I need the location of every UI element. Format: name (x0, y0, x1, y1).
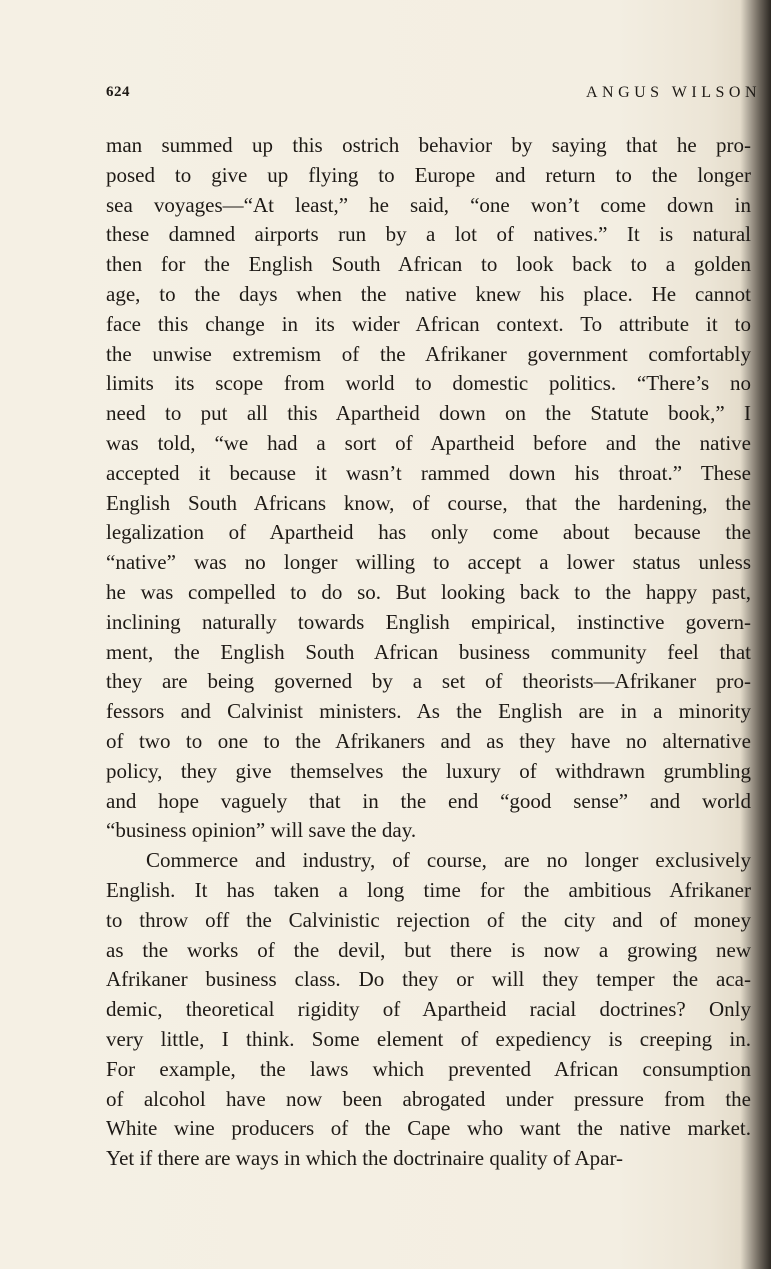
text-line: then for the English South African to look back to a golden (106, 252, 751, 277)
text-line: “business opinion” will save the day. (106, 818, 417, 843)
text-line: he was compelled to do so. But looking back to the happy past, (106, 579, 751, 604)
text-line: man summed up this ostrich behavior by saying that he pro- (106, 133, 751, 157)
running-head (106, 84, 761, 108)
text-line: ment, the English South African business community feel that (106, 639, 751, 664)
text-line: For example, the laws which prevented African consumption (106, 1056, 751, 1081)
page-number: 624 (106, 84, 130, 100)
text-line: was told, “we had a sort of Apartheid before and the native (106, 430, 751, 455)
text-line: of alcohol have now been abrogated under pressure from the (106, 1086, 751, 1111)
text-line: limits its scope from world to domestic politics. “There’s no (106, 371, 751, 396)
text-line: legalization of Apartheid has only come about because the (106, 520, 751, 545)
text-line: fessors and Calvinist ministers. As the English are in a minority (106, 699, 751, 724)
text-line: policy, they give themselves the luxury of withdrawn grumbling (106, 758, 751, 783)
text-line: and hope vaguely that in the end “good sense” and world (106, 788, 751, 813)
text-line: Afrikaner business class. Do they or will they temper the aca- (106, 967, 751, 992)
text-line: Commerce and industry, of course, are no longer exclusively (146, 848, 751, 873)
text-line: sea voyages—“At least,” he said, “one won’t come down in (106, 192, 751, 217)
text-line: the unwise extremism of the Afrikaner government comfortably (106, 341, 751, 366)
text-line: they are being governed by a set of theorists—Afrikaner pro- (106, 669, 751, 694)
text-line: inclining naturally towards English empirical, instinctive govern- (106, 609, 751, 634)
text-line: posed to give up flying to Europe and return to the longer (106, 162, 751, 187)
text-line: these damned airports run by a lot of natives.” It is natural (106, 222, 751, 247)
text-line: English. It has taken a long time for the ambitious Afrikaner (106, 877, 751, 902)
text-line: demic, theoretical rigidity of Apartheid racial doctrines? Only (106, 997, 751, 1022)
text-line: of two to one to the Afrikaners and as they have no alternative (106, 728, 751, 753)
text-line: face this change in its wider African context. To attribute it to (106, 311, 751, 336)
text-line: as the works of the devil, but there is now a growing new (106, 937, 751, 962)
text-line: White wine producers of the Cape who want the native market. (106, 1116, 751, 1141)
text-line: very little, I think. Some element of expediency is creeping in. (106, 1026, 751, 1051)
text-line: need to put all this Apartheid down on the Statute book,” I (106, 401, 751, 426)
text-line: to throw off the Calvinistic rejection of the city and of money (106, 907, 751, 932)
text-line: “native” was no longer willing to accept a lower status unless (106, 550, 751, 575)
body-text (106, 131, 751, 1174)
text-line: Yet if there are ways in which the doctrinaire quality of Apar- (106, 1146, 624, 1171)
text-line: English South Africans know, of course, that the hardening, the (106, 490, 751, 515)
text-line: age, to the days when the native knew his place. He cannot (106, 281, 751, 306)
paragraph (106, 846, 751, 1174)
text-line: accepted it because it wasn’t rammed down his throat.” These (106, 460, 751, 485)
paragraph (106, 131, 751, 846)
running-head-title: ANGUS WILSON (585, 84, 761, 101)
